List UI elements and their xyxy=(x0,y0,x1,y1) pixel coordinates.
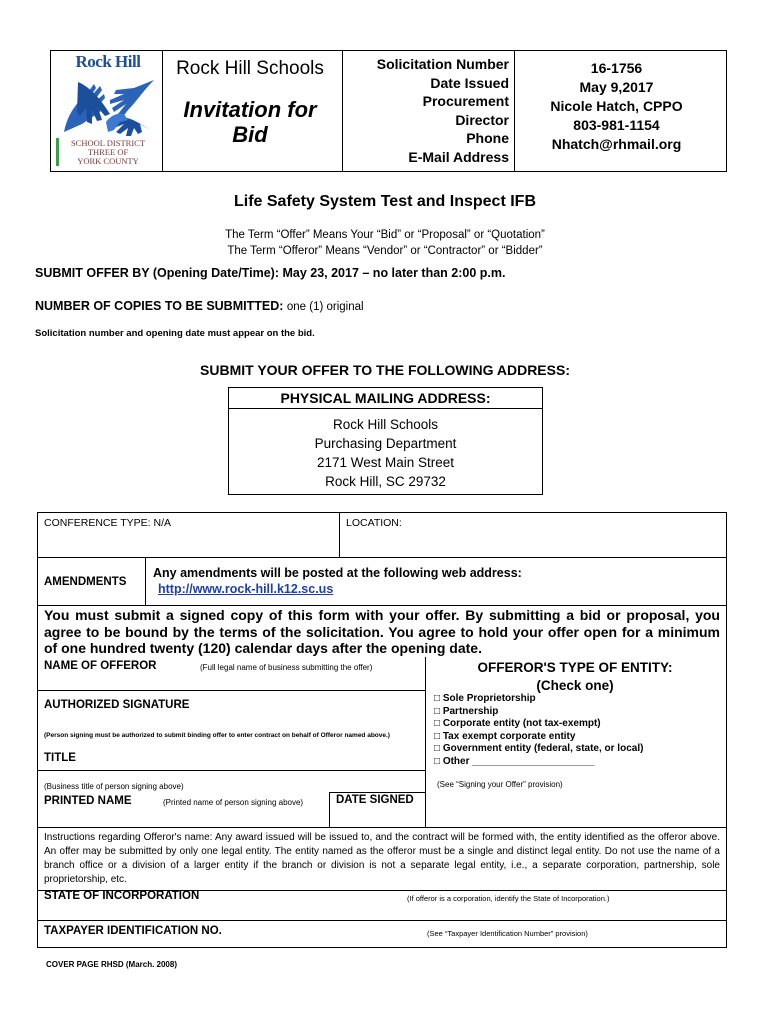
document-type-line-2: Bid xyxy=(232,122,268,147)
entity-option-corporate[interactable]: □ Corporate entity (not tax-exempt) xyxy=(434,718,601,730)
entity-option-partnership[interactable]: □ Partnership xyxy=(434,705,499,717)
copies-label: NUMBER OF COPIES TO BE SUBMITTED: xyxy=(35,299,284,313)
document-type-line-1: Invitation for xyxy=(183,97,317,122)
title-note: (Business title of person signing above) xyxy=(44,782,184,791)
logo-hands-icon xyxy=(58,72,160,138)
address-line-1: Rock Hill Schools xyxy=(332,417,439,432)
title-label: TITLE xyxy=(44,752,76,764)
label-email: E-Mail Address xyxy=(408,148,509,165)
address-box xyxy=(228,387,543,495)
label-phone: Phone xyxy=(466,130,509,146)
value-email: Nhatch@rhmail.org xyxy=(551,136,682,152)
address-lines xyxy=(229,409,542,491)
authorized-signature-note: (Person signing must be authorized to submit binding offer to enter contract on behalf of Offeror named above.) xyxy=(44,732,390,739)
printed-name-note: (Printed name of person signing above) xyxy=(163,798,304,807)
state-of-incorporation-label: STATE OF INCORPORATION xyxy=(44,890,200,902)
entity-option-other[interactable]: □ Other ______________________ xyxy=(434,755,595,767)
taxpayer-id-label: TAXPAYER IDENTIFICATION NO. xyxy=(44,925,222,937)
entity-option-tax-exempt[interactable]: □ Tax exempt corporate entity xyxy=(434,730,576,742)
offeror-name-instructions: Instructions regarding Offeror's name: Any award issued will be issued to, and the contract will be formed with, the entity identified as the offeror above. An offer may be submitted by only one legal entity. The entity named as the offeror must be a single and distinct legal entity. Do not use the name of a branch office or a division of a larger entity if the branch or division is not a separate legal entity, i.e., a separate corporation, partnership, sole proprietorship, etc. xyxy=(44,832,720,885)
amendments-text: Any amendments will be posted at the following web address: xyxy=(153,566,522,580)
label-procurement: Procurement xyxy=(422,93,509,109)
label-date-issued: Date Issued xyxy=(430,74,509,91)
document-type xyxy=(165,97,335,147)
date-signed-label: DATE SIGNED xyxy=(336,794,414,806)
term-offer: The Term “Offer” Means Your “Bid” or “Proposal” or “Quotation” xyxy=(225,229,545,241)
address-line-3: 2171 West Main Street xyxy=(316,455,455,470)
value-phone: 803-981-1154 xyxy=(573,117,660,133)
address-line-4: Rock Hill, SC 29732 xyxy=(325,474,446,489)
state-of-incorporation-note: (If offeror is a corporation, identify the State of Incorporation.) xyxy=(407,894,610,903)
header-labels xyxy=(340,55,509,166)
entity-options xyxy=(434,693,643,769)
entity-option-government[interactable]: □ Government entity (federal, state, or local) xyxy=(434,743,644,755)
page-title: Life Safety System Test and Inspect IFB xyxy=(233,193,536,210)
label-director: Director xyxy=(455,111,509,128)
solicitation-note: Solicitation number and opening date must appear on the bid. xyxy=(35,328,315,339)
entity-title-line-2: (Check one) xyxy=(536,678,614,693)
amendments-label: AMENDMENTS xyxy=(44,576,127,588)
entity-title xyxy=(425,659,725,695)
logo-line-3: YORK COUNTY xyxy=(77,156,139,166)
conference-type: CONFERENCE TYPE: N/A xyxy=(44,517,171,529)
entity-title-line-1: OFFEROR'S TYPE OF ENTITY: xyxy=(477,660,673,675)
value-solicitation-number: 16-1756 xyxy=(590,60,643,76)
value-date-issued: May 9,2017 xyxy=(579,79,654,95)
taxpayer-id-note: (See “Taxpayer Identification Number” provision) xyxy=(427,929,588,938)
organization-name: Rock Hill Schools xyxy=(176,58,324,79)
copies-row xyxy=(35,299,364,313)
label-solicitation-number: Solicitation Number xyxy=(376,56,509,72)
logo-title: Rock Hill xyxy=(75,52,141,71)
amendments-link[interactable]: http://www.rock-hill.k12.sc.us xyxy=(158,582,334,596)
address-line-2: Purchasing Department xyxy=(314,436,457,451)
footer-label: COVER PAGE RHSD (March. 2008) xyxy=(46,960,177,969)
name-of-offeror-note: (Full legal name of business submitting the offer) xyxy=(200,663,373,672)
header-values xyxy=(514,59,719,154)
logo-line-2: THREE OF xyxy=(87,147,129,157)
printed-name-label: PRINTED NAME xyxy=(44,795,132,807)
address-box-title: PHYSICAL MAILING ADDRESS: xyxy=(229,388,542,409)
entity-note: (See “Signing your Offer” provision) xyxy=(437,780,563,789)
term-offeror: The Term “Offeror” Means “Vendor” or “Contractor” or “Bidder” xyxy=(227,245,543,257)
authorized-signature-label: AUTHORIZED SIGNATURE xyxy=(44,699,190,711)
location-label: LOCATION: xyxy=(346,517,402,529)
value-director: Nicole Hatch, CPPO xyxy=(550,98,683,114)
submit-by: SUBMIT OFFER BY (Opening Date/Time): May 23, 2017 – no later than 2:00 p.m. xyxy=(35,266,506,280)
logo-line-1: SCHOOL DISTRICT xyxy=(70,138,146,148)
binding-statement: You must submit a signed copy of this form with your offer. By submitting a bid or proposal, you agree to be bound by the terms of the solicitation. You agree to hold your offer open for a minimum of one hundred twenty (120) calendar days after the opening date. xyxy=(44,607,720,656)
address-heading: SUBMIT YOUR OFFER TO THE FOLLOWING ADDRESS: xyxy=(200,362,570,378)
entity-option-sole-proprietorship[interactable]: □ Sole Proprietorship xyxy=(434,693,536,704)
copies-value: one (1) original xyxy=(286,301,364,313)
name-of-offeror-label: NAME OF OFFEROR xyxy=(44,660,157,672)
